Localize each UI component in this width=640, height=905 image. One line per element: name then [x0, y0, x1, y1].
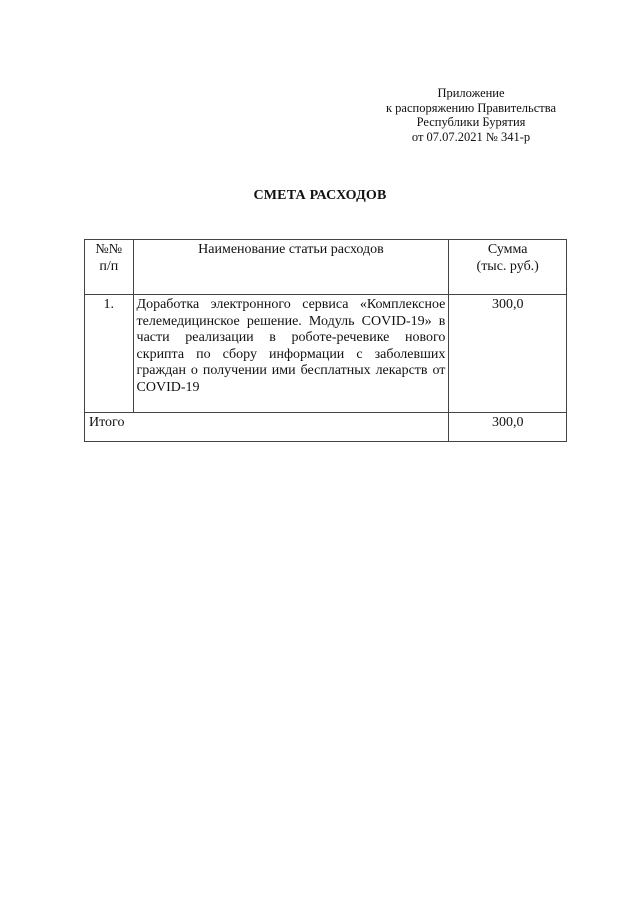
column-header-number-line2: п/п — [99, 258, 119, 274]
row-sum: 300,0 — [449, 295, 567, 413]
total-sum: 300,0 — [449, 413, 567, 442]
document-title: СМЕТА РАСХОДОВ — [253, 188, 387, 203]
table-header-row — [85, 240, 567, 295]
appendix-line: Приложение — [437, 86, 505, 100]
row-expense-name: Доработка электронного сервиса «Комплексное телемедицинское решение. Модуль COVID-19» в части реализации в роботе-речевике нового скрипта по сбору информации с заболевших граждан о получении ими бесплатных лекарств от COVID-19 — [133, 295, 449, 413]
column-header-name: Наименование статьи расходов — [133, 240, 449, 295]
row-number: 1. — [85, 295, 134, 413]
column-header-sum — [449, 240, 567, 295]
column-header-sum-line2: (тыс. руб.) — [476, 258, 539, 274]
column-header-number — [85, 240, 134, 295]
column-header-sum-line1: Сумма — [487, 242, 528, 257]
total-label: Итого — [85, 413, 449, 442]
column-header-number-line1: №№ — [95, 242, 123, 257]
appendix-line: к распоряжению Правительства — [385, 100, 556, 115]
appendix-header — [370, 86, 572, 144]
total-row — [85, 413, 567, 442]
appendix-line: Республики Бурятия — [416, 115, 526, 130]
table-row — [85, 295, 567, 413]
appendix-line: от 07.07.2021 № 341-р — [411, 129, 531, 144]
expense-estimate-table — [84, 239, 567, 442]
